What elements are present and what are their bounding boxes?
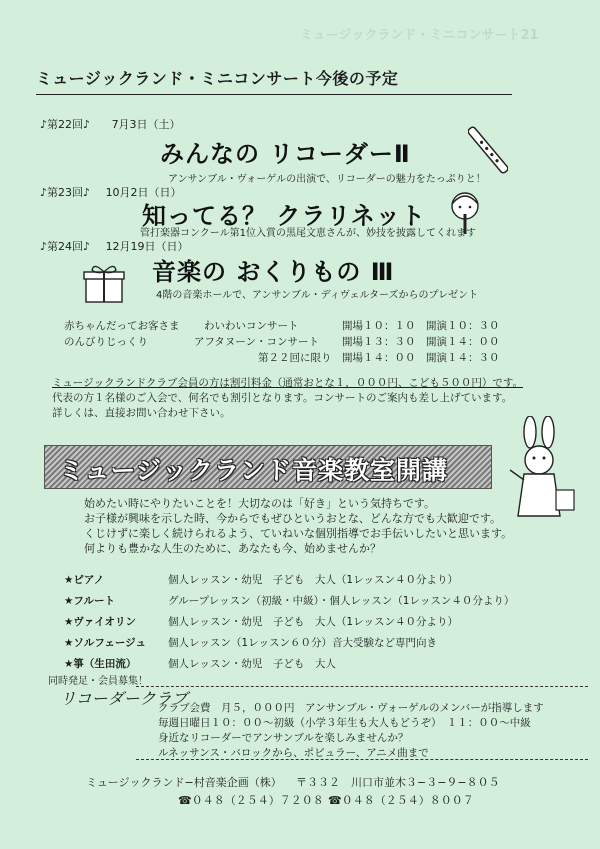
schedule-name: わいわいコンサート <box>204 320 299 332</box>
music-school-title: ミュージックランド音楽教室開講 <box>59 456 449 485</box>
club-note-line: 詳しくは、直接お問い合わせ下さい。 <box>52 407 231 419</box>
lesson-instrument: ★箏（生田流） <box>64 658 137 670</box>
schedule-start: 開演１０：３０ <box>426 320 500 332</box>
concert-23-header: ♪第23回♪ 10月2日（日） <box>40 186 182 199</box>
concert-22-description: アンサンブル・ヴォーゲルの出演で、リコーダーの魅力をたっぷりと！ <box>168 174 486 185</box>
concert-number: 第24回 <box>47 240 84 253</box>
concert-24-header: ♪第24回♪ 12月19日（日） <box>40 240 189 253</box>
concert-number: 第23回 <box>47 186 84 199</box>
schedule-audience: のんびりじっくり <box>64 336 148 348</box>
concert-date: 7月3日（土） <box>111 118 181 131</box>
concert-schedule-banner <box>36 66 512 95</box>
intro-line: 始めたい時にやりたいことを！大切なのは「好き」という気持ちです。 <box>84 497 436 510</box>
music-note-icon: ♪ <box>40 240 48 253</box>
ghost-header-text: ミュージックランド・ミニコンサート21 <box>300 28 539 43</box>
music-note-icon: ♪ <box>40 186 48 199</box>
schedule-name: アフタヌーン・コンサート <box>194 336 320 348</box>
lesson-detail: グループレッスン（初級・中級）・個人レッスン（1レッスン４０分より） <box>168 595 515 607</box>
recorder-club-label: リコーダークラブ <box>60 689 188 708</box>
concert-23-title: 知ってる？ クラリネット <box>142 202 426 230</box>
recorder-club-line: 身近なリコーダーでアンサンブルを楽しみませんか？ <box>158 732 409 744</box>
gift-box-icon <box>82 262 126 304</box>
concert-22-title: みんなの リコーダーⅡ <box>160 140 411 168</box>
concert-24-description: 4階の音楽ホールで、アンサンブル・ディヴェルターズからのプレゼント <box>156 290 479 301</box>
club-note-line: 代表の方１名様のご入会で、何名でも割引となります。コンサートのご案内も差し上げています。 <box>52 392 513 404</box>
footer-tel-2: ☎０４８（２５４）８００７ <box>328 794 474 807</box>
schedule-start: 開演１４：００ <box>426 336 500 348</box>
lesson-detail: 個人レッスン・幼児 子ども 大人 <box>168 658 336 670</box>
schedule-open: 開場１４：００ <box>342 352 416 364</box>
schedule-open: 開場１３：３０ <box>342 336 416 348</box>
schedule-audience: 赤ちゃんだってお客さま <box>64 320 180 332</box>
footer-address: 〒３３２ 川口市並木３−３−９−８０５ <box>296 776 500 789</box>
music-note-icon: ♪ <box>40 118 48 131</box>
concert-22-header: ♪第22回♪ 7月3日（土） <box>40 118 181 131</box>
footer-tel-1: ☎０４８（２５４）７２０８ <box>178 794 324 807</box>
footer-org: ミュージックランド−村音楽企画（株） <box>86 776 282 789</box>
schedule-start: 開演１４：３０ <box>426 352 500 364</box>
music-school-banner <box>44 445 492 489</box>
schedule-row-1 <box>64 318 500 333</box>
club-note-line: ミュージックランドクラブ会員の方は割引料金（通常おとな１，０００円、こども５００円）です。 <box>52 377 524 389</box>
lesson-violin <box>64 614 458 629</box>
recorder-club-line: 毎週日曜日１０：００〜初級（小学３年生も大人もどうぞ） １１：００〜中級 <box>158 717 531 729</box>
lesson-koto <box>64 656 336 671</box>
lesson-detail: 個人レッスン・幼児 子ども 大人（1レッスン４０分より） <box>168 616 458 628</box>
lesson-instrument: ★ヴァイオリン <box>64 616 136 628</box>
intro-line: くじけずに楽しく続けられるよう、ていねいな個別指導でお手伝いしたいと思います。 <box>84 527 513 540</box>
lesson-detail: 個人レッスン（1レッスン６０分）音大受験など専門向き <box>168 637 437 649</box>
lesson-instrument: ★フルート <box>64 595 115 607</box>
schedule-row-3 <box>64 350 500 365</box>
school-intro <box>84 496 512 556</box>
concert-schedule-title: ミュージックランド・ミニコンサート今後の予定 <box>36 69 399 88</box>
recorder-club-line: クラブ会費 月５，０００円 アンサンブル・ヴォーゲルのメンバーが指導します <box>158 702 544 714</box>
lesson-flute <box>64 593 514 608</box>
lesson-detail: 個人レッスン・幼児 子ども 大人（1レッスン４０分より） <box>168 574 458 586</box>
lesson-instrument: ★ピアノ <box>64 574 105 586</box>
schedule-open: 開場１０：１０ <box>342 320 416 332</box>
schedule-name: 第２２回に限り <box>258 352 332 364</box>
concert-number: 第22回 <box>47 118 84 131</box>
concert-date: 10月2日（日） <box>105 186 182 199</box>
lesson-piano <box>64 572 458 587</box>
rabbit-mascot-icon <box>502 416 580 524</box>
schedule-row-2 <box>64 334 500 349</box>
concert-24-title: 音楽の おくりもの Ⅲ <box>152 258 395 286</box>
concert-23-description: 管打楽器コンクール第1位入賞の黒尾文恵さんが、妙技を披露してくれます <box>140 228 476 239</box>
lesson-solfege <box>64 635 437 650</box>
concert-date: 12月19日（日） <box>105 240 189 253</box>
intro-line: お子様が興味を示した時、今からでもぜひというおとな、どんな方でも大歓迎です。 <box>84 512 502 525</box>
intro-line: 何よりも豊かな人生のために、あなたも今、始めませんか？ <box>84 542 381 555</box>
lesson-instrument: ★ソルフェージュ <box>64 637 146 649</box>
recorder-club-line: ルネッサンス・バロックから、ポピュラー、アニメ曲まで <box>158 747 429 759</box>
recorder-club-header: 同時発足・会員募集！ <box>48 676 148 687</box>
club-discount-note <box>52 376 572 421</box>
